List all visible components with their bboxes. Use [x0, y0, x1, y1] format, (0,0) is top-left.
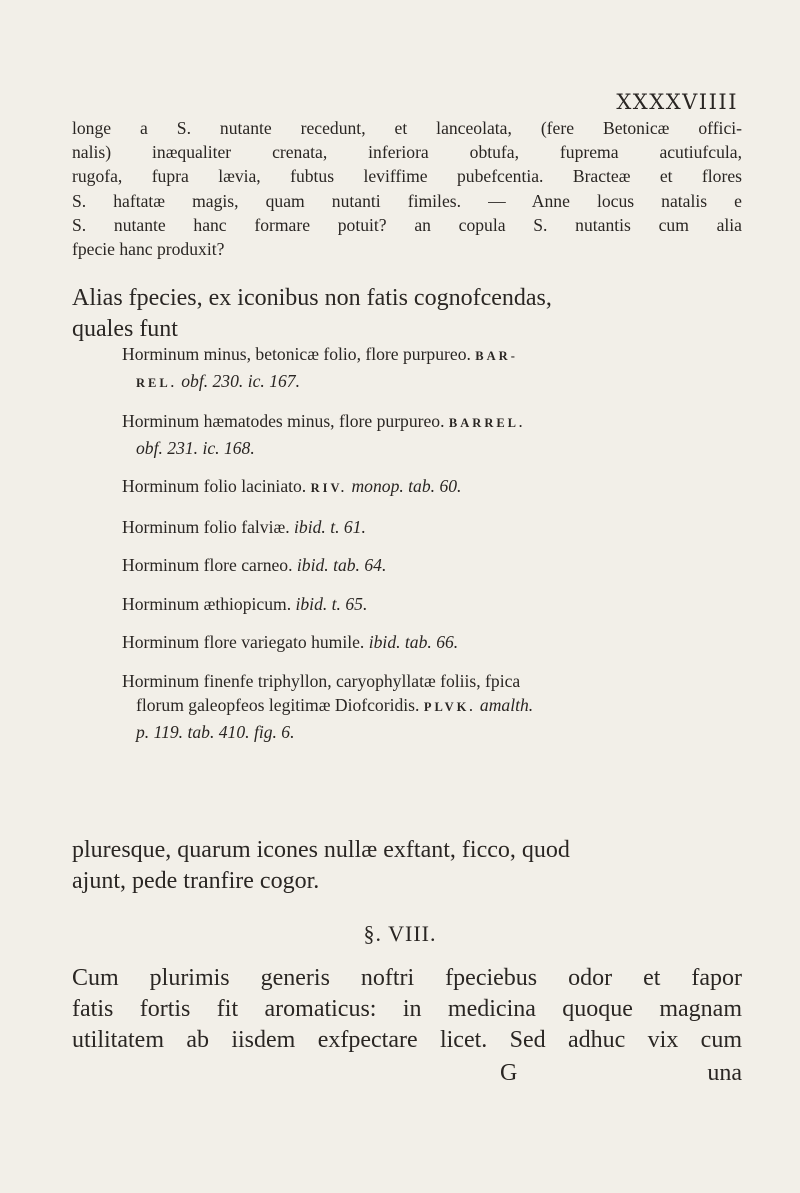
text-line: quales funt — [72, 316, 178, 342]
text-line: ajunt, pede tranfire cogor. — [72, 868, 320, 894]
text-line: Cum plurimis generis noftri fpeciebus odor et fapor — [72, 965, 742, 991]
species-name: Horminum folio falviæ. — [122, 516, 290, 537]
text-line: utilitatem ab iisdem exfpectare licet. Sed adhuc vix cum — [72, 1027, 742, 1053]
catchword: una — [707, 1060, 742, 1086]
species-name: Horminum æthiopicum. — [122, 593, 292, 614]
text-line: pluresque, quarum icones nullæ exftant, ficco, quod — [72, 837, 570, 863]
opening-paragraph — [72, 116, 742, 261]
species-entry — [122, 669, 742, 745]
author-abbrev: PLVK. — [423, 700, 476, 714]
closing-sentence — [72, 835, 742, 897]
reference: obf. 231. ic. 168. — [136, 437, 255, 458]
reference: ibid. tab. 66. — [368, 632, 459, 652]
species-name: Horminum minus, betonicæ folio, flore purpureo. — [122, 344, 471, 364]
text-line: rugofa, fupra lævia, fubtus leviffime pubefcentia. Bracteæ et flores — [72, 166, 742, 187]
species-entry — [122, 342, 742, 395]
species-name: Horminum flore carneo. — [122, 555, 293, 575]
species-name: Horminum hæmatodes minus, flore purpureo. — [122, 411, 445, 431]
reference: ibid. t. 61. — [294, 516, 366, 537]
reference-cont: p. 119. tab. 410. fig. 6. — [136, 721, 295, 742]
author-abbrev: BAR- — [475, 349, 518, 363]
text-line: longe a S. nutante recedunt, et lanceolata, (fere Betonicæ offici- — [72, 118, 742, 138]
species-name: Horminum finenfe triphyllon, caryophyllatæ foliis, fpica — [122, 670, 521, 691]
section-heading: §. VIII. — [363, 921, 437, 946]
species-entry — [122, 553, 742, 578]
species-list — [122, 342, 742, 744]
species-entry — [122, 592, 742, 617]
alias-species-intro — [72, 283, 742, 345]
species-entry — [122, 630, 742, 655]
author-abbrev: BARREL. — [448, 416, 526, 430]
reference: ibid. tab. 64. — [296, 555, 387, 575]
species-entry — [122, 409, 742, 460]
text-line: nalis) inæqualiter crenata, inferiora obtufa, fuprema acutiufcula, — [72, 142, 742, 163]
reference: amalth. — [479, 695, 534, 715]
text-line: S. nutante hanc formare potuit? an copula S. nutantis cum alia — [72, 214, 742, 235]
species-entry — [122, 474, 742, 501]
text-line: fpecie hanc produxit? — [72, 239, 225, 260]
reference: obf. 230. ic. 167. — [181, 370, 300, 391]
species-entry — [122, 515, 742, 540]
reference: ibid. t. 65. — [295, 593, 368, 614]
page-number: XXXXVIIII — [616, 90, 738, 114]
author-abbrev: RIV. — [310, 481, 348, 495]
species-name-cont: florum galeopfeos legitimæ Diofcoridis. — [136, 695, 420, 715]
text-line: fatis fortis fit aromaticus: in medicina quoque magnam — [72, 996, 742, 1022]
section-paragraph — [72, 963, 742, 1056]
species-name: Horminum folio laciniato. — [122, 476, 307, 496]
author-abbrev-cont: REL. — [136, 375, 177, 390]
signature-mark: G — [500, 1060, 518, 1086]
text-line: S. haftatæ magis, quam nutanti fimiles. — Anne locus natalis e — [72, 190, 742, 211]
species-name: Horminum flore variegato humile. — [122, 632, 365, 652]
reference: monop. tab. 60. — [351, 476, 462, 496]
text-line: Alias fpecies, ex iconibus non fatis cognofcendas, — [72, 285, 552, 311]
